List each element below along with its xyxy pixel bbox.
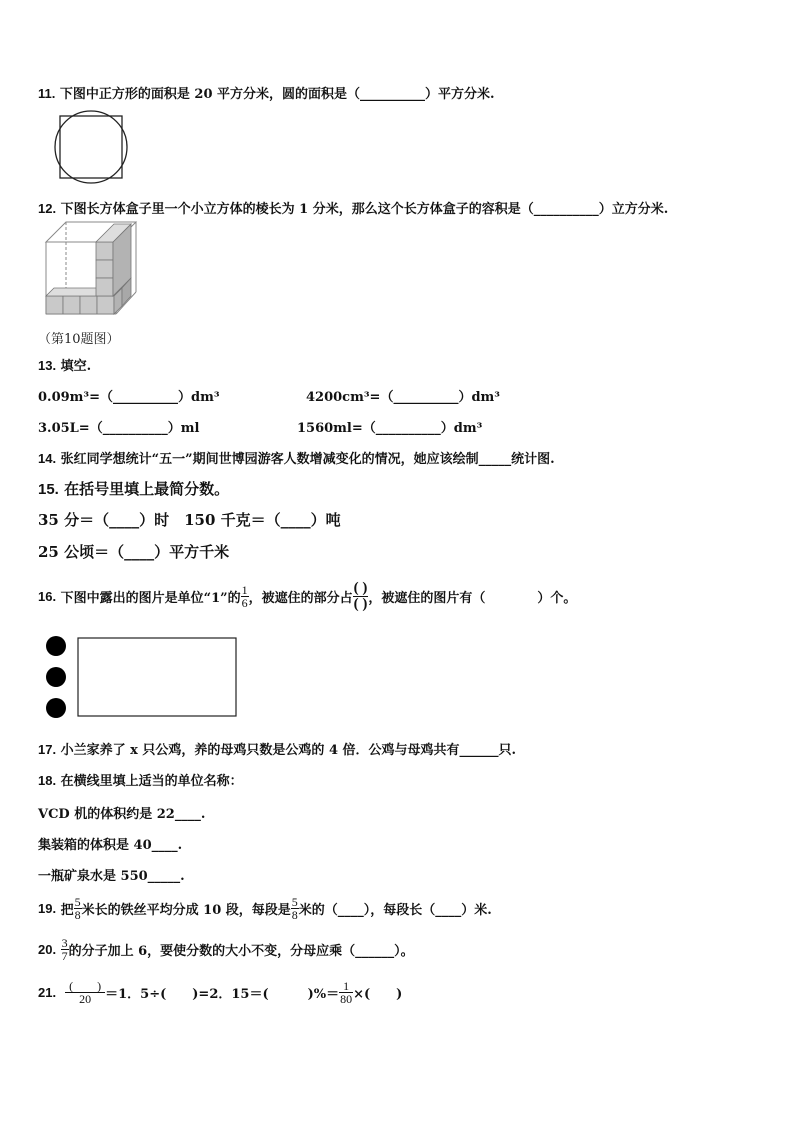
question-text-a: 下图中露出的图片是单位“1”的 (60, 590, 241, 606)
question-text: 张红同学想统计“五一”期间世博园游客人数增减变化的情况，她应该绘制_____统计图. (60, 452, 555, 467)
question-title: 在括号里填上最简分数。 (64, 480, 230, 498)
question-number: 21. (38, 984, 57, 1000)
cube (96, 278, 113, 296)
question-18-line-3: 一瓶矿泉水是 550_____. (38, 869, 185, 884)
question-text: 下图中正方形的面积是 20 平方分米，圆的面积是（__________）平方分米. (59, 87, 495, 102)
dots-cover-figure (44, 632, 240, 720)
question-mid: ＝1．5÷( )=2．15＝( )%＝ (105, 986, 340, 1002)
question-text-b: ，被遮住的部分占 (248, 590, 353, 606)
numerator-blank: ( ) (353, 579, 368, 596)
question-14 (38, 448, 555, 467)
question-text: 小兰家养了 x 只公鸡，养的母鸡只数是公鸡的 4 倍．公鸡与母鸡共有______只. (60, 743, 517, 758)
black-dot (46, 698, 66, 718)
cube (96, 260, 113, 278)
question-15-line-1: 35 分＝（____）时 150 千克＝（____）吨 (38, 511, 341, 529)
question-text-c: ，被遮住的图片有（ ）个。 (368, 590, 577, 606)
question-text: 的分子加上 6，要使分数的大小不变，分母应乘（______）。 (68, 943, 414, 959)
question-number: 11. (38, 86, 56, 101)
conversion-a: 0.09m³=（__________）dm³ (38, 390, 220, 405)
fraction-one-eightieth (339, 980, 353, 1005)
question-post: 米的（____），每段长（____）米. (298, 902, 492, 918)
denominator: 8 (291, 907, 298, 922)
denominator: 8 (74, 907, 81, 922)
question-pre: 把 (60, 902, 74, 918)
question-19 (38, 891, 492, 925)
fraction-blank-over-20 (65, 980, 105, 1005)
square-shape (60, 116, 122, 178)
cube (63, 296, 80, 314)
fraction-three-sevenths (61, 937, 69, 962)
denominator: 7 (61, 948, 68, 963)
question-20 (38, 931, 414, 967)
numerator: 1 (241, 582, 248, 597)
question-18 (38, 770, 243, 789)
question-number: 13. (38, 358, 57, 373)
question-number: 20. (38, 941, 57, 957)
question-16 (38, 574, 576, 618)
fraction-five-eighths (291, 896, 299, 921)
question-number: 18. (38, 773, 57, 788)
question-18-line-2: 集装箱的体积是 40____. (38, 838, 183, 853)
question-11 (38, 83, 495, 102)
conversion-d: 1560ml=（__________）dm³ (297, 421, 483, 436)
box-cubes-figure (44, 220, 140, 316)
numerator: 5 (74, 894, 81, 909)
cube (96, 242, 113, 260)
numerator: 5 (291, 894, 298, 909)
circle-shape (55, 111, 127, 183)
question-13 (38, 355, 91, 374)
black-dot (46, 667, 66, 687)
question-15-line-2: 25 公顷＝（____）平方千米 (38, 543, 230, 561)
numerator: 1 (343, 978, 350, 993)
cube (80, 296, 97, 314)
numerator-blank: ( ) (69, 978, 102, 993)
fraction-one-sixth (241, 584, 249, 609)
denominator: 20 (65, 992, 105, 1005)
fraction-blank (353, 581, 369, 612)
question-number: 17. (38, 742, 57, 757)
figure-caption: （第10题图） (38, 332, 120, 347)
question-18-line-1: VCD 机的体积约是 22____. (38, 807, 206, 822)
numerator: 3 (61, 935, 68, 950)
question-mid: 米长的铁丝平均分成 10 段，每段是 (81, 902, 291, 918)
question-number: 15. (38, 481, 59, 498)
denominator: 6 (241, 595, 248, 610)
question-title: 填空. (60, 359, 92, 374)
question-post: ×( ) (353, 986, 403, 1002)
question-number: 12. (38, 201, 57, 216)
question-15 (38, 478, 229, 499)
circle-square-figure (46, 110, 136, 184)
question-number: 19. (38, 900, 57, 916)
conversion-c: 3.05L=（__________）ml (38, 421, 200, 436)
cube-stack (96, 224, 131, 306)
cube (46, 296, 63, 314)
cube (97, 296, 114, 314)
conversion-b: 4200cm³=（__________）dm³ (306, 390, 500, 405)
question-title: 在横线里填上适当的单位名称： (60, 774, 243, 789)
question-number: 14. (38, 451, 57, 466)
cover-rectangle (78, 638, 236, 716)
black-dot (46, 636, 66, 656)
question-17 (38, 739, 516, 758)
denominator: 80 (340, 991, 353, 1006)
question-number: 16. (38, 588, 57, 604)
fraction-five-eighths (74, 896, 82, 921)
denominator-blank: ( ) (353, 595, 368, 612)
question-text: 下图长方体盒子里一个小立方体的棱长为 1 分米，那么这个长方体盒子的容积是（__________）立方分米. (60, 202, 669, 217)
question-12 (38, 198, 668, 217)
question-21 (38, 972, 402, 1012)
